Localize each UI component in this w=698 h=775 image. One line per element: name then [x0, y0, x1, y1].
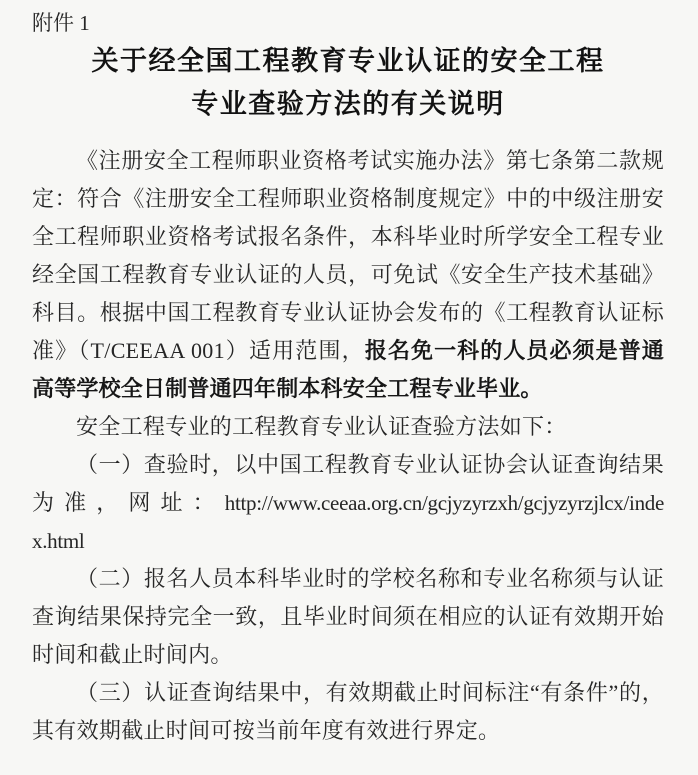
paragraph-4-line-1: （二）报名人员本科毕业时的学校名称和专业名称须与认证 [76, 566, 664, 591]
paragraph-1-line-6-normal-text: 准》（T/CEEAA 001）适用范围， [32, 338, 365, 363]
paragraph-1-line-7-bold-text: 高等学校全日制普通四年制本科安全工程专业毕业。 [32, 376, 543, 401]
paragraph-2-line-1: 安全工程专业的工程教育专业认证查验方法如下： [76, 414, 567, 439]
paragraph-5-line-2: 其有效期截止时间可按当前年度有效进行界定。 [32, 718, 501, 743]
paragraph-1-line-5: 科目。根据中国工程教育专业认证协会发布的《工程教育认证标 [32, 300, 664, 325]
paragraph-1-line-6-bold-text: 报名免一科的人员必须是普通 [364, 338, 664, 363]
paragraph-1-line-2: 定：符合《注册安全工程师职业资格制度规定》中的中级注册安 [32, 186, 664, 211]
paragraph-3-line-2 [32, 484, 664, 522]
paragraph-4-line-2: 查询结果保持完全一致，且毕业时间须在相应的认证有效期开始 [32, 604, 664, 629]
attachment-label: 附件 1 [32, 11, 90, 35]
website-url-continuation: x.html [32, 529, 85, 553]
document-body [32, 142, 664, 750]
paragraph-5-line-1: （三）认证查询结果中，有效期截止时间标注“有条件”的， [76, 680, 664, 705]
paragraph-4-line-3: 时间和截止时间内。 [32, 642, 233, 667]
paragraph-3-line-1: （一）查验时，以中国工程教育专业认证协会认证查询结果 [76, 452, 664, 477]
paragraph-1-line-4: 经全国工程教育专业认证的人员，可免试《安全生产技术基础》 [32, 262, 664, 287]
paragraph-1-line-3: 全工程师职业资格考试报名条件，本科毕业时所学安全工程专业 [32, 224, 664, 249]
website-url-text: http://www.ceeaa.org.cn/gcjyzyrzxh/gcjyzyrzjlcx/inde [224, 491, 664, 515]
title-line-2: 专业查验方法的有关说明 [191, 89, 505, 119]
paragraph-3-line-2-prefix: 为准，网址： [32, 490, 225, 515]
title-line-1: 关于经全国工程教育专业认证的安全工程 [91, 46, 605, 76]
document-title [32, 40, 664, 126]
paragraph-1-line-6 [32, 332, 664, 370]
paragraph-1-line-1: 《注册安全工程师职业资格考试实施办法》第七条第二款规 [76, 148, 664, 173]
